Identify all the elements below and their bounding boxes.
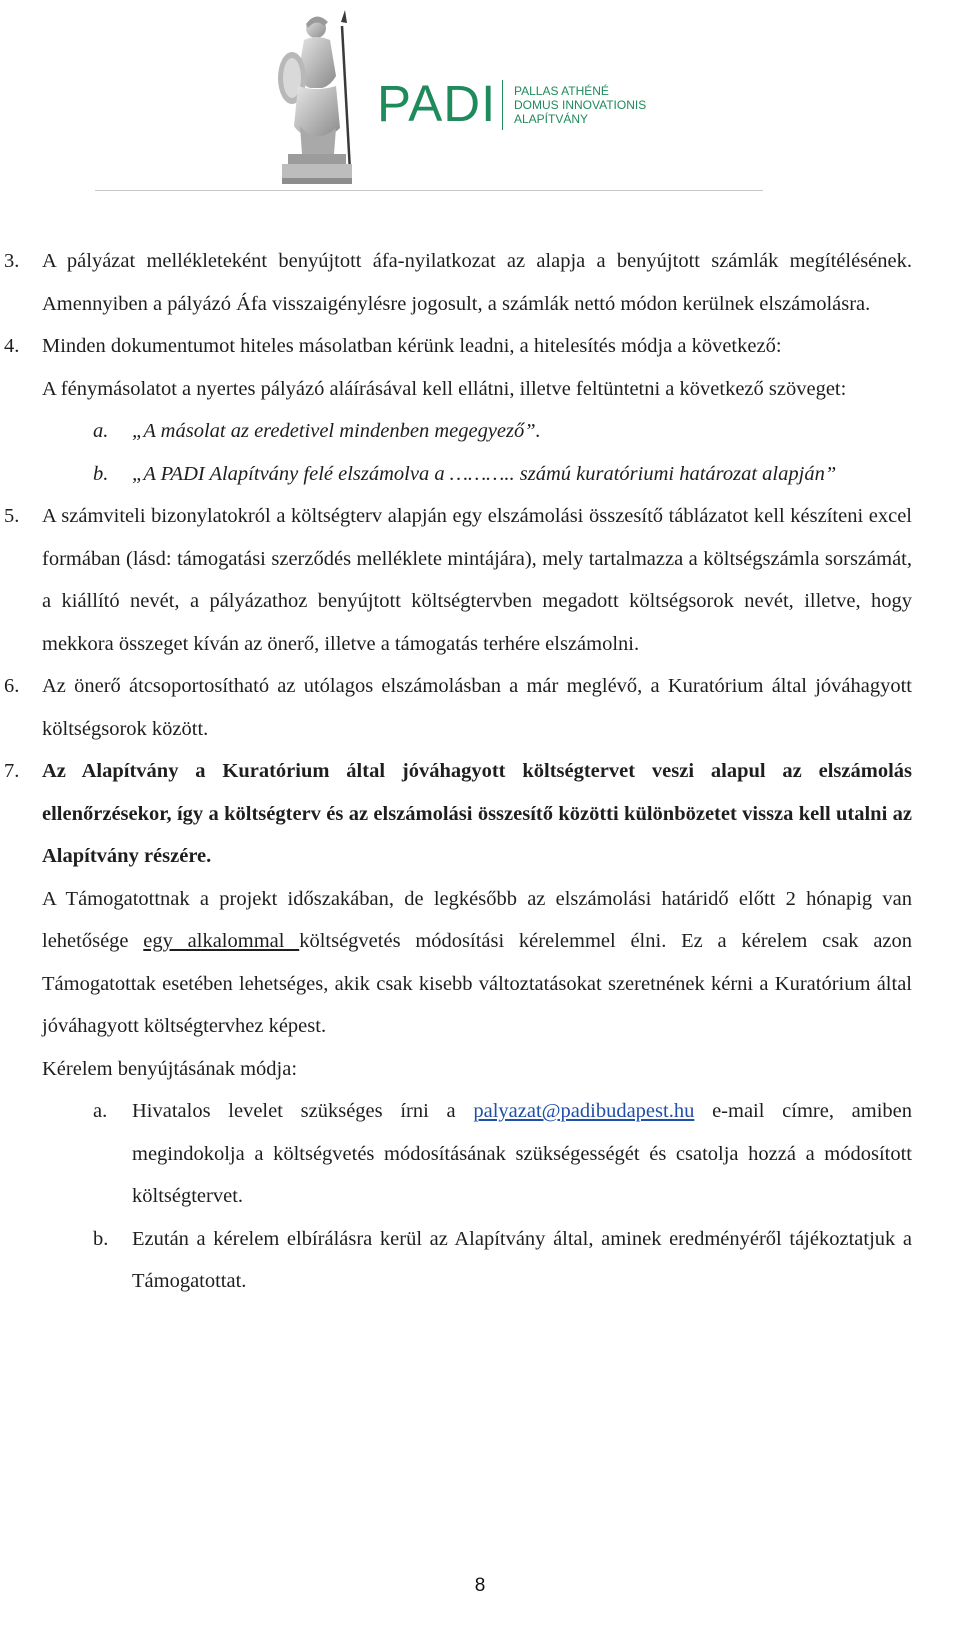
- item-number: 3.: [4, 250, 20, 272]
- item-number: 7.: [4, 760, 20, 782]
- page-header: [0, 0, 960, 205]
- certification-paragraph: A fénymásolatot a nyertes pályázó aláírásával kell ellátni, illetve feltüntetni a következő szöveget:: [42, 377, 847, 400]
- paragraph-text: költségvetés módosítási kérelemmel élni. Ez a kérelem csak azon Támogatottak esetében lehetséges, akik csak kisebb változtatásokat szeretnének kérni a Kuratórium által jóváhagyott költségtervhez képest.: [42, 930, 913, 1037]
- logo-subtitle-line: ALAPÍTVÁNY: [514, 112, 589, 126]
- list-item-6: [0, 665, 960, 750]
- list-item-3: [0, 240, 960, 325]
- underlined-text: egy alkalommal: [143, 930, 300, 952]
- sub-item-text: Ezután a kérelem elbírálásra kerül az Alapítvány által, aminek eredményéről tájékoztatjuk a Támogatottat.: [132, 1227, 912, 1292]
- pallas-athene-statue-icon: [270, 6, 360, 188]
- item-number: 4.: [4, 335, 20, 357]
- sub-item-b: [0, 1218, 960, 1303]
- logo-subtitle: [514, 84, 646, 126]
- list-item-7: [0, 750, 960, 878]
- logo-wordmark: PADI: [377, 75, 497, 132]
- item-number: 5.: [4, 505, 20, 527]
- item-text: A pályázat mellékleteként benyújtott áfa-nyilatkozat az alapja a benyújtott számlák megítélésének. Amennyiben a pályázó Áfa visszaigénylésre jogosult, a számlák nettó módon kerülnek elszámolásra.: [42, 250, 912, 315]
- sub-item-text: [132, 1090, 912, 1218]
- submission-method-heading: Kérelem benyújtásának módja:: [42, 1057, 298, 1080]
- email-link[interactable]: palyazat@padibudapest.hu: [473, 1100, 695, 1122]
- list-item-5: [0, 495, 960, 665]
- sub-item-text-part: Hivatalos levelet szükséges írni a: [132, 1100, 474, 1122]
- modification-paragraph: [42, 878, 912, 1048]
- sub-item-b: [0, 453, 960, 496]
- item-text: Az önerő átcsoportosítható az utólagos elszámolásban a már meglévő, a Kuratórium által jóváhagyott költségsorok között.: [42, 675, 912, 740]
- header-divider: [95, 190, 763, 191]
- document-body: [0, 240, 960, 1303]
- sub-item-text: „A másolat az eredetivel mindenben megegyező”.: [132, 420, 541, 442]
- sub-item-a: [0, 1090, 960, 1218]
- sub-item-label: a.: [93, 420, 109, 442]
- item-text-bold: Az Alapítvány a Kuratórium által jóváhagyott költségtervet veszi alapul az elszámolás ellenőrzésekor, így a költségterv és az elszámolási összesítő közötti különbözetet vissza kell utalni az Alapítvány részére.: [42, 760, 912, 867]
- page-number: 8: [474, 1575, 486, 1596]
- sub-item-text: „A PADI Alapítvány felé elszámolva a ……….. számú kuratóriumi határozat alapján”: [132, 462, 837, 485]
- sub-item-label: a.: [93, 1100, 108, 1122]
- item-text: A számviteli bizonylatokról a költségterv alapján egy elszámolási összesítő táblázatot kell készíteni excel formában (lásd: támogatási szerződés melléklete mintájára), mely tartalmazza a költségszámla sorszámát, a kiállító nevét, a pályázathoz benyújtott költségtervben megadott költségsorok nevét, illetve, hogy mekkora összeget kíván az önerő, illetve a támogatás terhére elszámolni.: [42, 505, 912, 655]
- item-number: 6.: [4, 675, 20, 697]
- sub-item-label: b.: [93, 1227, 109, 1250]
- logo-separator: [502, 80, 503, 130]
- sub-item-label: b.: [93, 462, 109, 485]
- paragraph-text: A Támogatottnak a projekt időszakában, de legkésőbb az elszámolási határidő előtt 2 hónapig van lehetősége: [42, 887, 912, 952]
- sub-item-a: [0, 410, 960, 453]
- item-text: Minden dokumentumot hiteles másolatban kérünk leadni, a hitelesítés módja a következő:: [42, 335, 782, 357]
- sub-item-text-part: e-mail címre, amiben megindokolja a költségvetés módosításának szükségességét és csatolja hozzá a módosított költségtervet.: [132, 1100, 913, 1207]
- logo-subtitle-line: DOMUS INNOVATIONIS: [514, 98, 647, 112]
- logo-subtitle-line: PALLAS ATHÉNÉ: [514, 84, 609, 98]
- list-item-4: [0, 325, 960, 368]
